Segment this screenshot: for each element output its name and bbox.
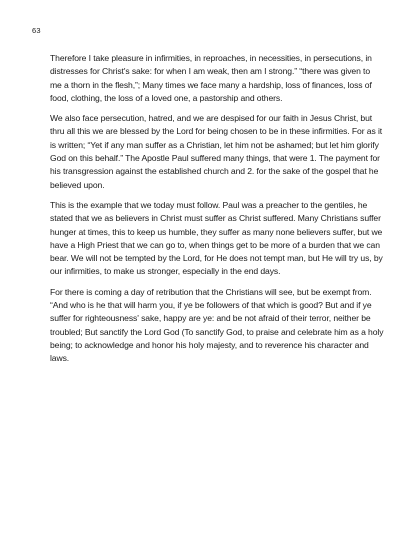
- paragraph: Therefore I take pleasure in infirmities, in reproaches, in necessities, in persecutions, in distresses for Christ's sake: for when I am weak, then am I strong.” “there was given to me a thorn in the flesh,”; Many times we face many a hardship, loss of finances, loss of food, clothing, the loss of a loved one, a pastorship and others.: [50, 53, 372, 103]
- paragraph: For there is coming a day of retribution that the Christians will see, but be exempt from. “And who is he that will harm you, if ye be followers of that which is good? But and if ye suffer for righteousness' sake, happy are ye: and be not afraid of their terror, neither be troubled; But sanctify the Lord God (To sanctify God, to praise and celebrate him as a holy being; to acknowledge and honor his holy majesty, and to reverence his character and laws.: [50, 286, 384, 364]
- page-content: [50, 52, 384, 373]
- paragraph: We also face persecution, hatred, and we are despised for our faith in Jesus Christ, but thru all this we are blessed by the Lord for being chosen to be in these infirmities. For as it is written; “Yet if any man suffer as a Christian, let him not be ashamed; but let him glorify God on this behalf.” The Apostle Paul suffered many things, that were 1. The payment for his transgression against the established church and 2. for the sake of the gospel that he believed upon.: [50, 113, 383, 190]
- page-number: 63: [32, 26, 41, 35]
- paragraph: This is the example that we today must follow. Paul was a preacher to the gentiles, he stated that we as believers in Christ must suffer as Christ suffered. Many Christians suffer hunger at times, this to keep us humble, they suffer as many none believers suffer, but we have a High Priest that we can go to, when things get to be more of a burden that we can bear. We will not be tempted by the Lord, for He does not tempt man, but He will try us, by our infirmities, to make us stronger, especially in the end days.: [50, 199, 383, 277]
